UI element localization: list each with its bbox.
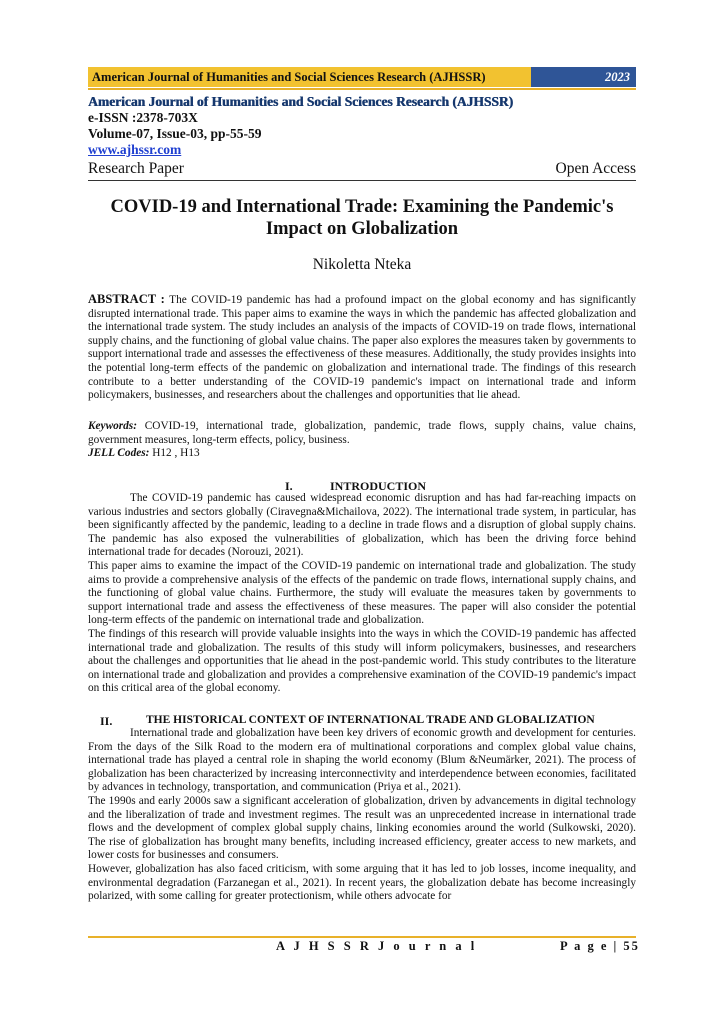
journal-header-band xyxy=(88,67,636,87)
paragraph: However, globalization has also faced criticism, with some arguing that it has led to job losses, income inequality, and environmental degradation (Farzanegan et al., 2021). In recent years, the globalization debate has become increasingly polarized, with some calling for greater protectionism, while others advocate for xyxy=(88,862,636,903)
journal-link[interactable]: www.ajhssr.com xyxy=(88,142,182,157)
paper-type-row xyxy=(88,160,636,178)
paragraph: The findings of this research will provide valuable insights into the ways in which the COVID-19 pandemic has affected international trade and globalization. The results of this study will inform policymakers, businesses, and researchers about the challenges and opportunities that lie ahead in the post-pandemic world. This study contributes to the literature on international trade and globalization and provides a comprehensive examination of the COVID-19 pandemic's impact on this critical area of the global economy. xyxy=(88,627,636,695)
paper-type: Research Paper xyxy=(88,160,184,177)
jel-text: H12 , H13 xyxy=(152,447,200,459)
publication-meta xyxy=(88,94,513,158)
meta-journal: American Journal of Humanities and Social Sciences Research (AJHSSR) xyxy=(88,94,513,109)
paper-title: COVID-19 and International Trade: Examining the Pandemic's Impact on Globalization xyxy=(110,197,614,239)
keywords xyxy=(88,420,636,447)
keywords-label: Keywords: xyxy=(88,420,137,432)
paragraph: The 1990s and early 2000s saw a significant acceleration of globalization, driven by advancements in digital technology and the liberalization of trade and investment regimes. The result was an unprecedented increase in international trade flows and the development of complex global supply chains, linking economies around the world (Sulkowski, 2020). The rise of globalization has brought many benefits, including increased efficiency, greater access to new markets, and lower costs for businesses and consumers. xyxy=(88,794,636,862)
section-2-number: II. xyxy=(100,714,113,728)
paragraph: This paper aims to examine the impact of the COVID-19 pandemic on international trade and globalization. The study aims to provide a comprehensive analysis of the effects of the pandemic on trade flows, international supply chains, and the functioning of global value chains. Furthermore, the study will evaluate the measures taken by governments to support international trade and assess the effectiveness of these measures. The paper will also consider the potential long-term effects of the pandemic on international trade and globalization. xyxy=(88,559,636,627)
header-year: 2023 xyxy=(531,67,636,87)
abstract xyxy=(88,293,636,403)
section-2-title: THE HISTORICAL CONTEXT OF INTERNATIONAL TRADE AND GLOBALIZATION xyxy=(146,714,595,726)
abstract-text: The COVID-19 pandemic has had a profound impact on the global economy and has significantly disrupted international trade. This paper aims to examine the ways in which the pandemic has affected globalization and the international trade system. The study includes an analysis of the impacts of COVID-19 on trade flows, international supply chains, and the functioning of global value chains. The paper also explores the measures taken by governments to support international trade and assesses the effectiveness of these measures. Additionally, the study provides insights into the potential long-term effects of the pandemic on globalization and international trade. The findings of this research contribute to a better understanding of the COVID-19 pandemic's impact on international trade and inform policymakers, businesses, and researchers about the challenges and opportunities that lie ahead. xyxy=(88,294,636,402)
section-1-title: INTRODUCTION xyxy=(330,479,427,493)
header-journal-name: American Journal of Humanities and Social Sciences Research (AJHSSR) xyxy=(88,67,531,87)
abstract-label: ABSTRACT : xyxy=(88,292,165,306)
meta-issn: e-ISSN :2378-703X xyxy=(88,110,198,125)
paragraph: The COVID-19 pandemic has caused widespread economic disruption and has had far-reaching impacts on various industries and sectors globally (Ciravegna&Michailova, 2022). The international trade system, in particular, has been significantly affected by the pandemic, leading to a decline in trade flows and a disruption of global supply chains. The pandemic has also exposed the vulnerabilities of globalization, which has been the driving force behind international trade for decades (Norouzi, 2021). xyxy=(88,492,636,559)
section-2-body xyxy=(88,727,636,904)
keywords-text: COVID-19, international trade, globalization, pandemic, trade flows, supply chains, value chains, government measures, long-term effects, policy, business. xyxy=(88,420,636,446)
section-1-body xyxy=(88,492,636,696)
author-name: Nikoletta Nteka xyxy=(312,256,412,273)
meta-volume: Volume-07, Issue-03, pp-55-59 xyxy=(88,126,262,141)
jel-codes xyxy=(88,447,636,461)
footer-rule xyxy=(88,936,636,938)
header-rule xyxy=(88,88,636,90)
footer-journal: A J H S S R J o u r n a l xyxy=(276,939,478,953)
paragraph: International trade and globalization have been key drivers of economic growth and development for centuries. From the days of the Silk Road to the modern era of multinational corporations and complex global value chains, international trade has played a central role in shaping the world economy (Blum &Neumärker, 2021). The process of globalization has been characterized by increasing interconnectivity and interdependence between economies, facilitated by advances in technology, transportation, and communication (Priya et al., 2021). xyxy=(88,727,636,794)
access-type: Open Access xyxy=(555,160,636,177)
section-1-number: I. xyxy=(285,479,293,493)
type-rule xyxy=(88,180,636,181)
footer-page-number: P a g e | 55 xyxy=(560,939,640,953)
jel-label: JELL Codes: xyxy=(88,447,150,459)
